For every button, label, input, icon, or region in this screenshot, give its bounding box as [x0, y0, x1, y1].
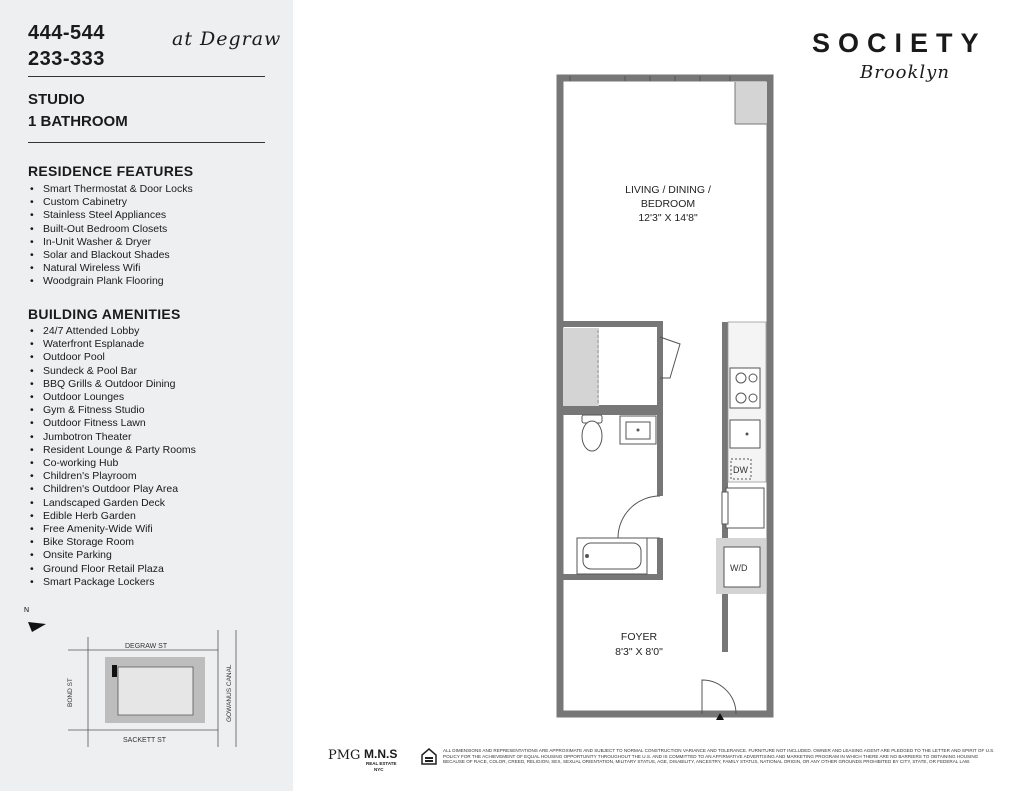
brand-sub-script: Brooklyn — [860, 62, 950, 83]
mns-logo: M.N.S — [364, 747, 398, 761]
residence-features-title: RESIDENCE FEATURES — [28, 163, 194, 179]
legal-disclaimer: ALL DIMENSIONS AND REPRESENTATIONS ARE APPROXIMATE AND SUBJECT TO NORMAL CONSTRUCTION VARIANCE AND TOLERANCE. FURNITURE NOT INCLUDED. OWNER AND LEASING AGENT ARE PLEDGED TO THE LETTER AND SPIRIT OF U.S. POLICY FOR THE ACHIEVEMENT OF EQUAL HOUSING OPPORTUNITY THROUGHOUT THE U.S. AND IS COMMITTED TO AN AFFIRMATIVE ADVERTISING AND MARKETING PROGRAM IN WHICH THERE ARE NO BARRIERS TO OBTAINING HOUSING BECAUSE OF RACE, COLOR, CREED, RELIGION, SEX, SEXUAL ORIENTATION, MILITARY STATUS, AGE, DISABILITY, ANCESTRY, FAMILY STATUS, NATIONAL ORIGIN, OR ANY OTHER GROUNDS PROHIBITED BY CITY, STATE, OR FEDERAL LAW. — [443, 748, 995, 765]
residence-features-list — [30, 183, 193, 289]
list-item: • Bike Storage Room — [30, 536, 196, 549]
list-item: • Outdoor Lounges — [30, 391, 196, 404]
street-label-left: BOND ST — [67, 678, 74, 707]
living-room-label: LIVING / DINING / — [625, 184, 711, 196]
building-script-label: at Degraw — [172, 28, 282, 50]
mns-logo-sub: REAL ESTATE — [366, 761, 397, 766]
divider — [28, 142, 265, 143]
building-amenities-list — [30, 325, 196, 589]
living-room-dimensions: 12'3" X 14'8" — [638, 212, 698, 224]
list-item: • Children's Playroom — [30, 470, 196, 483]
list-item: • Jumbotron Theater — [30, 431, 196, 444]
list-item: • 24/7 Attended Lobby — [30, 325, 196, 338]
unit-number-2: 233-333 — [28, 48, 105, 70]
list-item: • Built-Out Bedroom Closets — [30, 223, 193, 236]
unit-numbers — [28, 20, 105, 72]
dishwasher-label: DW — [733, 465, 748, 475]
pmg-logo: PMG — [328, 748, 361, 763]
list-item: • In-Unit Washer & Dryer — [30, 236, 193, 249]
mns-logo-sub-2: NYC — [374, 767, 384, 772]
equal-housing-icon — [421, 748, 437, 766]
refrigerator-icon — [722, 488, 764, 528]
unit-type-line1: STUDIO — [28, 91, 85, 108]
street-label-top: DEGRAW ST — [125, 643, 168, 650]
toilet-icon — [582, 415, 602, 451]
foyer-label: FOYER — [620, 631, 658, 643]
list-item: • Onsite Parking — [30, 549, 196, 562]
street-label-bottom: SACKETT ST — [123, 737, 167, 744]
building-amenities-title: BUILDING AMENITIES — [28, 306, 181, 322]
street-label-right: GOWANUS CANAL — [226, 664, 233, 722]
kitchen-sink-icon — [730, 420, 760, 448]
brand-logo: SOCIETY — [812, 28, 987, 58]
list-item: • Smart Package Lockers — [30, 576, 196, 589]
list-item: • Waterfront Esplanade — [30, 338, 196, 351]
info-sidebar — [0, 0, 293, 791]
bathtub-icon — [577, 538, 647, 574]
unit-type — [28, 89, 128, 133]
foyer-dimensions: 8'3" X 8'0" — [615, 646, 663, 658]
list-item: • Smart Thermostat & Door Locks — [30, 183, 193, 196]
list-item: • Solar and Blackout Shades — [30, 249, 193, 262]
list-item: • Co-working Hub — [30, 457, 196, 470]
key-map — [18, 602, 280, 752]
list-item: • Stainless Steel Appliances — [30, 209, 193, 222]
list-item: • Custom Cabinetry — [30, 196, 193, 209]
list-item: • Landscaped Garden Deck — [30, 497, 196, 510]
stove-icon — [730, 368, 760, 408]
list-item: • Children's Outdoor Play Area — [30, 483, 196, 496]
unit-type-line2: 1 BATHROOM — [28, 113, 128, 130]
list-item: • Natural Wireless Wifi — [30, 262, 193, 275]
list-item: • Ground Floor Retail Plaza — [30, 563, 196, 576]
list-item: • Free Amenity-Wide Wifi — [30, 523, 196, 536]
divider — [28, 76, 265, 77]
north-arrow-icon — [24, 607, 46, 632]
list-item: • Outdoor Pool — [30, 351, 196, 364]
list-item: • Woodgrain Plank Flooring — [30, 275, 193, 288]
list-item: • BBQ Grills & Outdoor Dining — [30, 378, 196, 391]
washer-dryer-label: W/D — [730, 563, 748, 573]
list-item: • Outdoor Fitness Lawn — [30, 417, 196, 430]
list-item: • Gym & Fitness Studio — [30, 404, 196, 417]
bathroom-sink-icon — [620, 416, 656, 444]
list-item: • Resident Lounge & Party Rooms — [30, 444, 196, 457]
unit-number-1: 444-544 — [28, 22, 105, 44]
north-label: N — [24, 607, 30, 614]
list-item: • Sundeck & Pool Bar — [30, 365, 196, 378]
list-item: • Edible Herb Garden — [30, 510, 196, 523]
unit-location-marker — [112, 665, 117, 677]
floor-plan — [540, 72, 800, 732]
living-room-label-2: BEDROOM — [640, 198, 696, 210]
